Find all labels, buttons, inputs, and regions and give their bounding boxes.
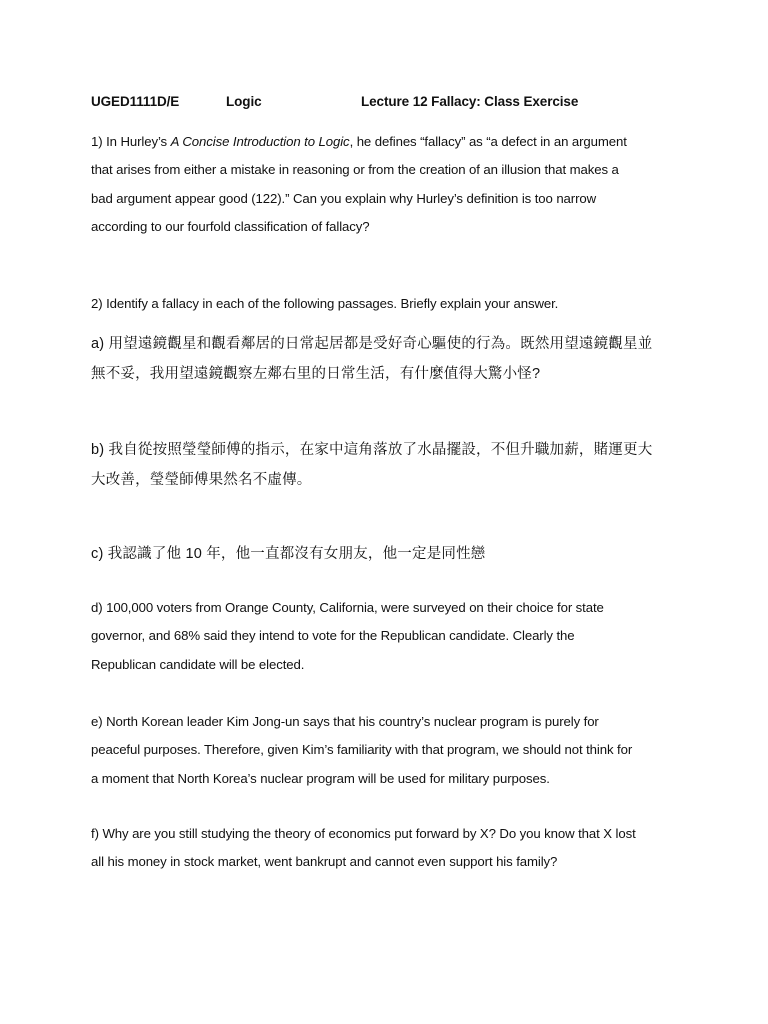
lecture-title: Lecture 12 Fallacy: Class Exercise <box>361 94 579 109</box>
item-f-line-2: all his money in stock market, went bankrupt and cannot even support his family? <box>91 854 558 870</box>
item-b-line-2: 大改善，瑩瑩師傅果然名不虛傳。 <box>91 472 312 488</box>
course-subject: Logic <box>226 94 262 109</box>
question-1-line-1 <box>91 128 691 156</box>
question-1-line-3: bad argument appear good (122).” Can you explain why Hurley’s definition is too narrow <box>91 190 597 206</box>
question-1-line-1-suffix: , he defines “fallacy” as “a defect in an argument <box>349 134 627 149</box>
item-a-line-1 <box>91 329 691 359</box>
item-d-label: d) <box>91 600 103 615</box>
item-d-line-3: Republican candidate will be elected. <box>91 656 305 672</box>
item-f <box>91 820 691 877</box>
item-b-text-1: 我自從按照瑩瑩師傅的指示，在家中這角落放了水晶擺設，不但升職加薪，賭運更大 <box>108 442 653 458</box>
item-e <box>91 708 691 793</box>
item-d-line-1 <box>91 594 691 622</box>
item-c-line-1 <box>91 539 691 569</box>
question-1-line-2: that arises from either a mistake in reasoning or from the creation of an illusion that makes a <box>91 162 619 178</box>
question-2-intro <box>91 290 691 318</box>
question-2-intro-text: 2) Identify a fallacy in each of the following passages. Briefly explain your answer. <box>91 296 559 311</box>
item-a-line-2: 無不妥，我用望遠鏡觀察左鄰右里的日常生活，有什麼值得大驚小怪? <box>91 366 541 382</box>
item-c <box>91 539 691 569</box>
book-title: A Concise Introduction to Logic <box>170 134 350 149</box>
question-1-line-4: according to our fourfold classification of fallacy? <box>91 218 370 234</box>
item-a-text-1: 用望遠鏡觀星和觀看鄰居的日常起居都是受好奇心驅使的行為。既然用望遠鏡觀星並 <box>108 336 653 352</box>
item-b <box>91 435 691 495</box>
item-c-label: c) <box>91 546 104 562</box>
item-e-text-1: North Korean leader Kim Jong-un says that his country’s nuclear program is purely for <box>106 714 599 729</box>
course-code: UGED1111D/E <box>91 94 180 109</box>
item-d-text-1: 100,000 voters from Orange County, California, were surveyed on their choice for state <box>106 600 604 615</box>
item-b-label: b) <box>91 442 105 458</box>
item-f-line-1 <box>91 820 691 848</box>
question-1-prefix: 1) In Hurley’s <box>91 134 171 149</box>
item-e-line-1 <box>91 708 691 736</box>
item-f-text-1: Why are you still studying the theory of economics put forward by X? Do you know that X lost <box>102 826 636 841</box>
item-e-line-2: peaceful purposes. Therefore, given Kim’s familiarity with that program, we should not think for <box>91 742 633 758</box>
item-e-line-3: a moment that North Korea’s nuclear program will be used for military purposes. <box>91 770 550 786</box>
item-a-label: a) <box>91 336 105 352</box>
question-1 <box>91 128 691 241</box>
item-b-line-1 <box>91 435 691 465</box>
item-e-label: e) <box>91 714 103 729</box>
item-d <box>91 594 691 679</box>
item-f-label: f) <box>91 826 99 841</box>
item-d-line-2: governor, and 68% said they intend to vote for the Republican candidate. Clearly the <box>91 628 575 644</box>
item-a <box>91 329 691 389</box>
item-c-text-1: 我認識了他 10 年，他一直都沒有女朋友，他一定是同性戀 <box>107 546 486 562</box>
